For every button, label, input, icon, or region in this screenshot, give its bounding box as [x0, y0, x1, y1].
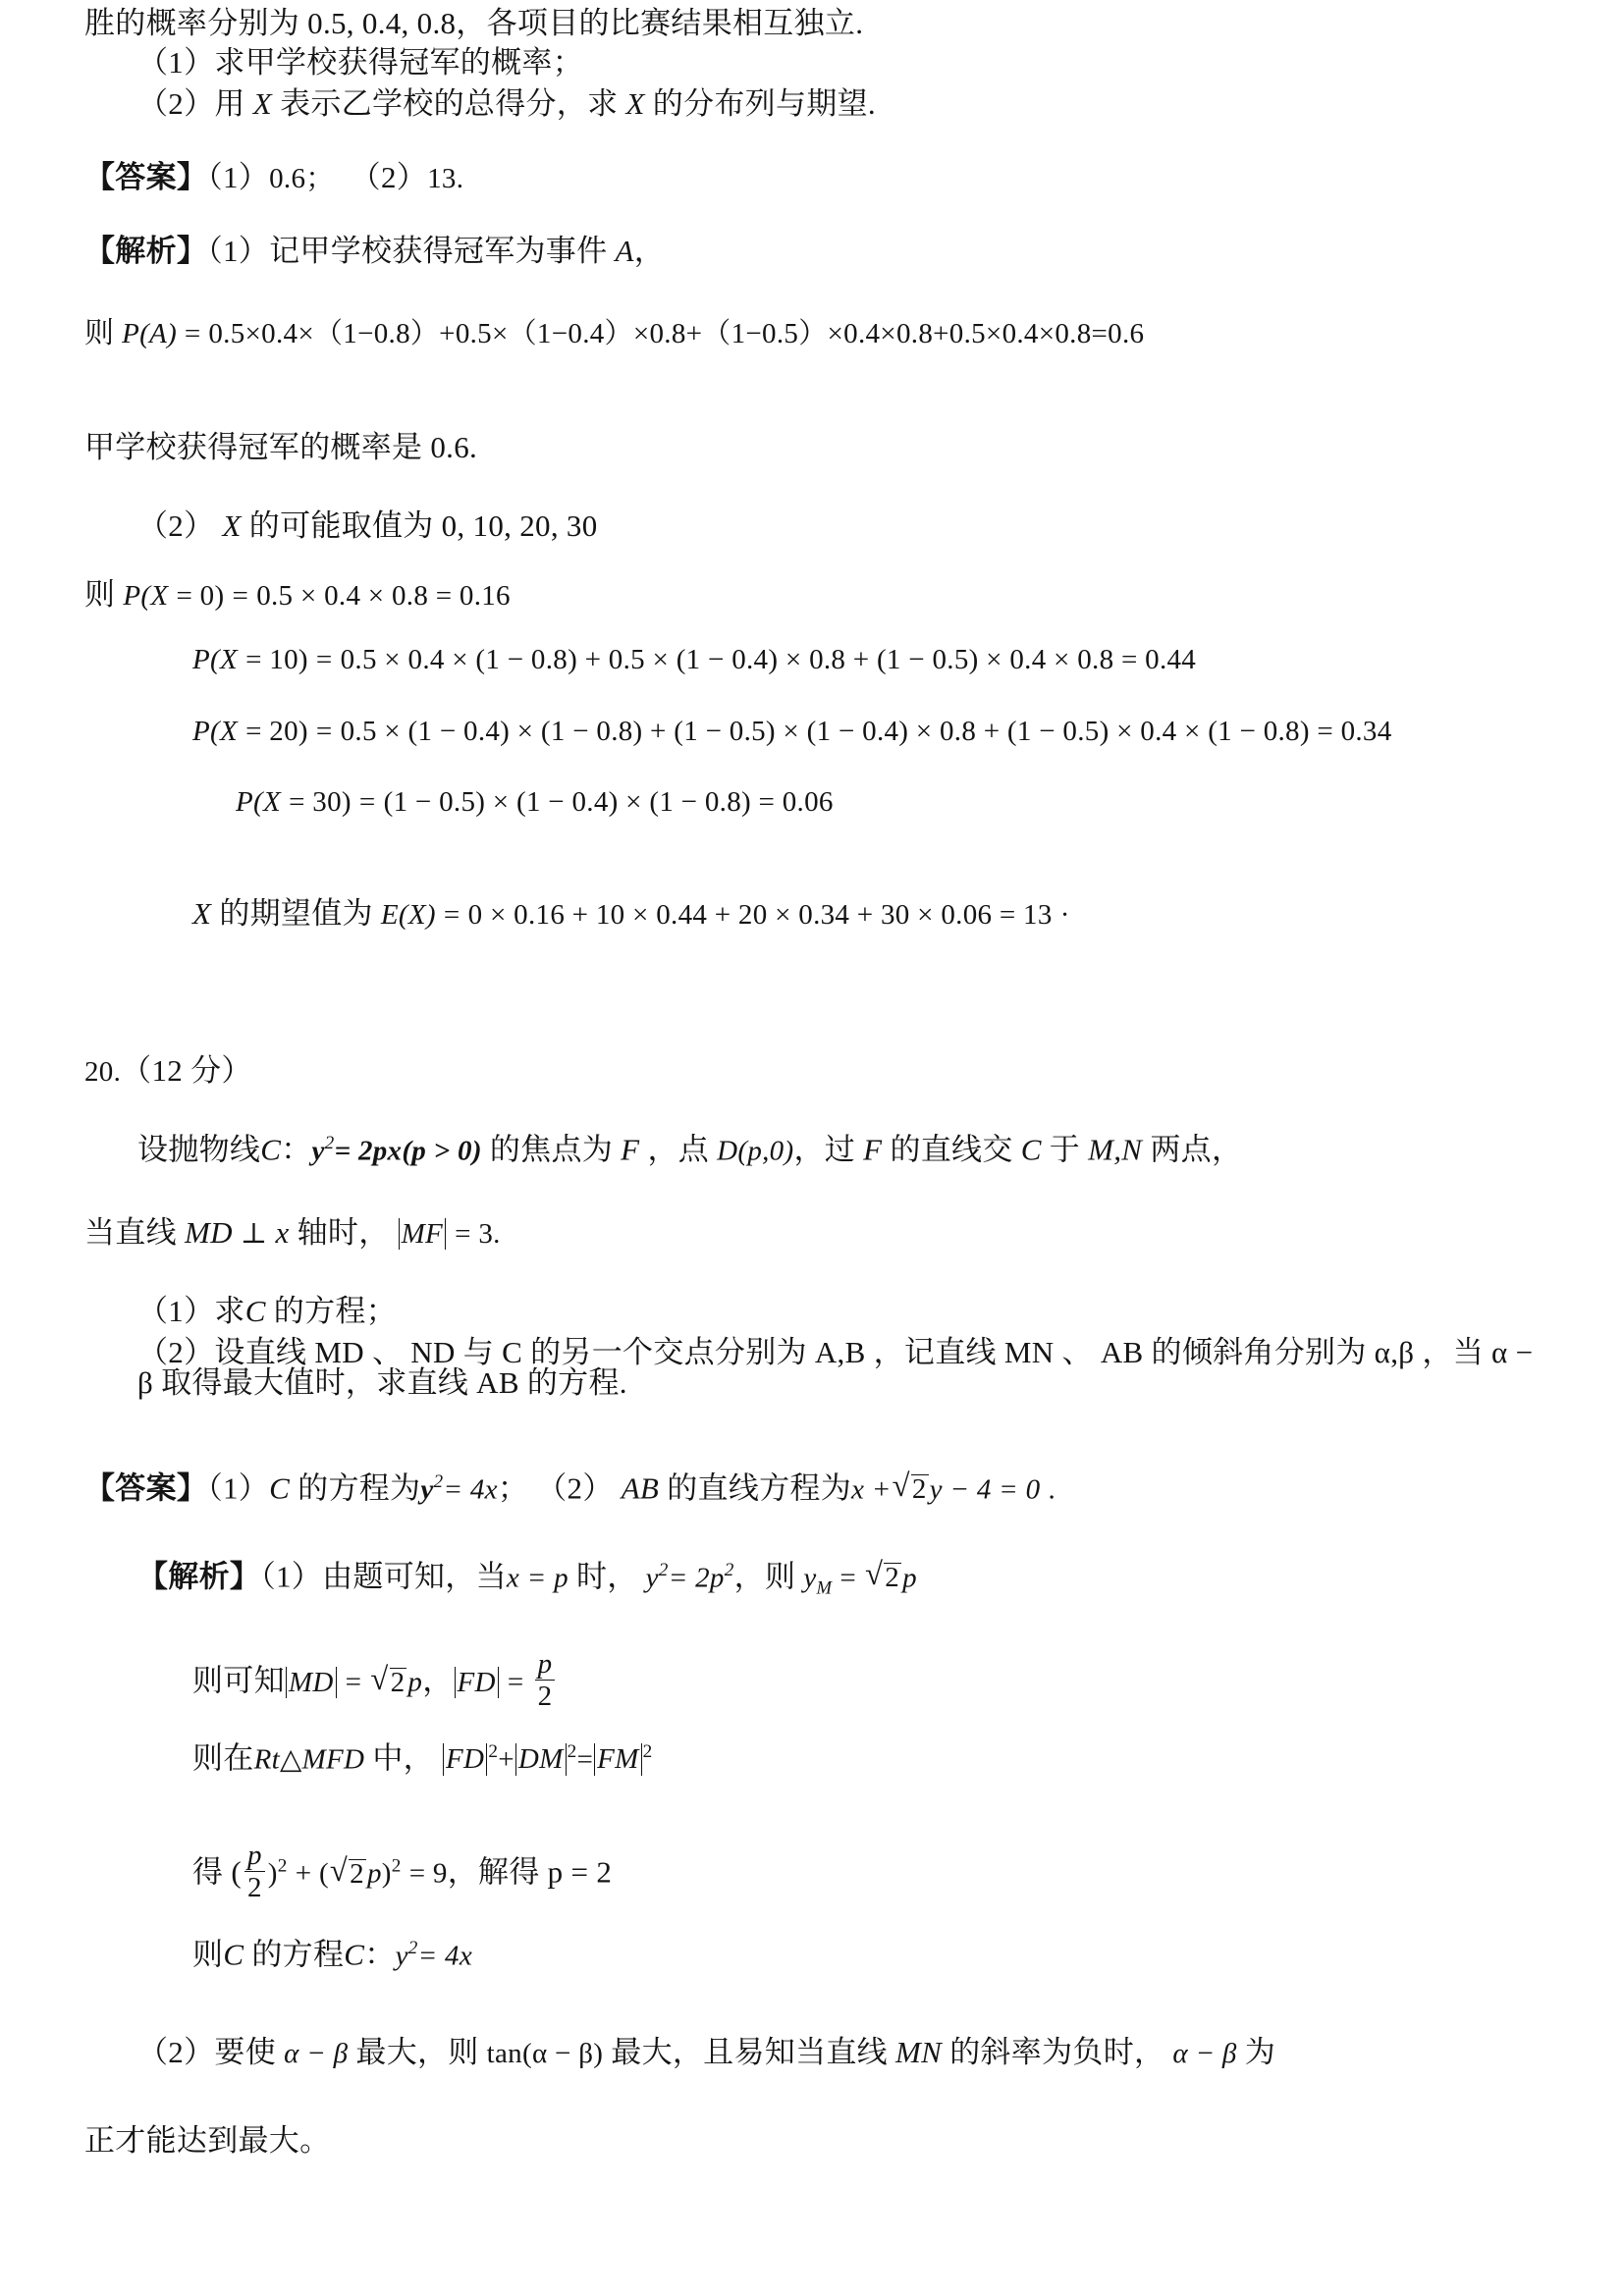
y-exponent: 2 — [658, 1560, 669, 1580]
dist-rhs: 0.5 × 0.4 × (1 − 0.8) + 0.5 × (1 − 0.4) × 0.8 + (1 − 0.5) × 0.4 × 0.8 = 0.44 — [340, 644, 1197, 675]
p20-answer-part2-marker: （2） — [536, 1470, 614, 1506]
fraction-denominator: 2 — [537, 1681, 553, 1713]
sqrt-radicand: 2 — [911, 1473, 927, 1506]
abs-md: MD — [286, 1667, 337, 1698]
problem19-part2-values — [137, 510, 598, 541]
stem-line2-lead: 当直线 — [84, 1215, 177, 1250]
sqrt-radicand: 2 — [885, 1562, 900, 1594]
ym-equals: = — [839, 1562, 856, 1594]
point-d: D(p,0) — [717, 1135, 794, 1167]
p20-part2-seg1: 要使 — [214, 2035, 277, 2069]
step1-p: p — [407, 1666, 423, 1698]
computation-lhs: P(A) — [122, 318, 178, 349]
step4-lead: 则 — [192, 1937, 224, 1972]
p20-answer-part2-mid: 的直线方程为 — [667, 1470, 852, 1506]
problem20-step-md-fd — [192, 1649, 558, 1712]
sqrt-2 — [330, 1857, 366, 1889]
y-symbol: y — [645, 1562, 659, 1594]
problem20-subquestion-1 — [137, 1296, 397, 1326]
answer-part1-marker: （1） — [207, 160, 270, 194]
answer-part2-value: 13 — [427, 163, 457, 194]
fraction-p-over-2 — [535, 1649, 556, 1712]
segment-mn: MN — [895, 2035, 943, 2069]
p20-answer-eq-pre: x + — [851, 1473, 892, 1506]
stem-eq-rest: = 2px(p > 0) — [334, 1135, 482, 1167]
stem-eq-y: y — [311, 1135, 325, 1167]
curve-c-2: C — [344, 1937, 365, 1972]
p20-answer-eq-post: y − 4 = 0 — [929, 1473, 1041, 1506]
p20-sub2-text: 设直线 MD 、 ND 与 C 的另一个交点分别为 A,B ，记直线 MN 、 AB 的倾斜角分别为 α,β ，当 α − β 取得最大值时，求直线 AB 的方程. — [137, 1335, 1534, 1400]
step3-exponent-2: 2 — [391, 1855, 402, 1877]
step3-lead: 得 ( — [192, 1854, 242, 1890]
step3-exponent-1: 2 — [277, 1855, 288, 1877]
distribution-row-2 — [192, 715, 1392, 746]
abs-fm: FM — [594, 1743, 641, 1775]
expectation-lhs: E(X) — [380, 899, 436, 931]
abs-dm: DM — [515, 1743, 567, 1775]
fraction-numerator: p — [244, 1841, 265, 1872]
dist-lhs-var: X — [219, 716, 238, 747]
expectation-rhs: 0 × 0.16 + 10 × 0.44 + 20 × 0.34 + 30 × 0.06 = 13 — [467, 899, 1053, 931]
p20-part2-marker: （2） — [137, 2035, 215, 2069]
axis-x: x — [275, 1215, 290, 1250]
step3-eq: = 9 — [408, 1857, 448, 1890]
stem-mid-4: 于 — [1049, 1132, 1081, 1167]
fraction-denominator: 2 — [246, 1872, 262, 1904]
p20-answer-eq-y: y — [420, 1473, 434, 1506]
answer-label: 【答案】 — [84, 160, 208, 194]
p20-sub2-marker: （2） — [137, 1335, 215, 1369]
eq-2p2-exponent: 2 — [724, 1560, 734, 1580]
through-f: F — [863, 1132, 883, 1167]
step1-eq1: = — [345, 1666, 362, 1698]
p20-part2-seg5: 为 — [1244, 2035, 1275, 2069]
analysis-comma: ， — [633, 234, 666, 268]
abs-fd: FD — [443, 1743, 487, 1775]
stem-mid-2: 过 — [824, 1132, 856, 1167]
step1-lead: 则可知 — [192, 1663, 285, 1698]
subquestion-2-mid: 表示乙学校的总得分，求 — [280, 86, 619, 121]
fraction-numerator: p — [535, 1649, 556, 1681]
step4-y: y — [395, 1940, 408, 1972]
x-equals-p: x = p — [506, 1562, 568, 1594]
abs-fm-exponent: 2 — [642, 1741, 653, 1762]
subquestion-1-marker: （1） — [137, 45, 215, 80]
distribution-row-3 — [236, 785, 834, 817]
stem-point-label: 点 — [677, 1132, 710, 1167]
distribution-row-1 — [192, 643, 1196, 674]
problem20-step-rt-triangle — [192, 1742, 653, 1776]
p20-answer-part1-mid: 的方程为 — [298, 1470, 421, 1506]
focus-f: F — [621, 1132, 640, 1167]
step4-y-exponent: 2 — [407, 1938, 418, 1958]
step3-mid-2: ) — [381, 1857, 392, 1890]
stem-mid-1: 的焦点为 — [489, 1132, 614, 1167]
p20-sub1-marker: （1） — [137, 1294, 215, 1328]
problem20-stem-line-1 — [137, 1134, 1242, 1165]
subquestion-2-prefix: 用 — [214, 86, 245, 121]
right-triangle-mfd: Rt△MFD — [253, 1743, 365, 1776]
p20-answer-semicolon: ； — [497, 1470, 529, 1506]
problem19-stem-continuation: 胜的概率分别为 0.5, 0.4, 0.8，各项目的比赛结果相互独立. — [84, 6, 864, 40]
step3-mid-1: ) — [267, 1857, 278, 1890]
step3-comma: ， — [447, 1854, 479, 1890]
stem-comma-2: ， — [793, 1132, 825, 1167]
computation-rhs: 0.5×0.4×（1−0.8）+0.5×（1−0.4）×0.8+（1−0.5）×0.4×0.8+0.5×0.4×0.8=0.6 — [208, 318, 1145, 349]
dist-lhs-p: P( — [123, 580, 151, 612]
p20-analysis-marker: （1） — [260, 1559, 323, 1594]
dist-rhs: 0.5 × (1 − 0.4) × (1 − 0.8) + (1 − 0.5) × (1 − 0.4) × 0.8 + (1 − 0.5) × 0.4 × (1 − 0.8) = 0.34 — [340, 716, 1392, 747]
expectation-text: 的期望值为 — [219, 896, 373, 931]
segment-ab: AB — [621, 1470, 660, 1506]
ym-p: p — [902, 1562, 917, 1594]
stem-line2-eq: = 3. — [455, 1218, 501, 1250]
step2-eq: = — [576, 1743, 594, 1776]
subquestion-1-text: 求甲学校获得冠军的概率； — [214, 45, 584, 80]
p20-analysis-text-a: 由题可知，当 — [322, 1559, 507, 1594]
p20-answer-eq-exponent: 2 — [433, 1471, 444, 1492]
dist-eq: = — [358, 786, 376, 818]
problem19-analysis-line — [84, 236, 665, 266]
variable-x: X — [192, 896, 212, 931]
p20-analysis-comma: ， — [733, 1559, 765, 1594]
problem20-step-solve-p — [192, 1841, 612, 1903]
dist-rhs: (1 − 0.5) × (1 − 0.4) × (1 − 0.8) = 0.06 — [383, 786, 834, 818]
abs-fd-exponent: 2 — [488, 1741, 499, 1762]
variable-x: X — [625, 86, 645, 121]
problem20-stem-line-2 — [84, 1217, 501, 1250]
dist-lhs-val: = 0) — [176, 580, 225, 612]
p20-analysis-then: 则 — [764, 1559, 796, 1594]
sqrt-2 — [370, 1666, 406, 1697]
distribution-row-0 — [84, 579, 511, 611]
step4-rest: = 4x — [417, 1940, 473, 1972]
p20-sub1-text-b: 的方程； — [273, 1294, 397, 1328]
perpendicular-symbol: ⊥ — [240, 1218, 268, 1250]
problem20-heading — [84, 1055, 252, 1087]
answer-period: . — [456, 163, 464, 194]
analysis-part1-marker: （1） — [207, 234, 270, 268]
problem19-subquestion-1 — [137, 47, 583, 78]
part2-marker: （2） — [137, 508, 215, 543]
dist-lhs-var: X — [150, 580, 169, 612]
abs-mf: MF — [399, 1218, 446, 1250]
stem-tail: 两点， — [1150, 1132, 1243, 1167]
p20-answer-period: . — [1048, 1473, 1056, 1506]
curve-c: C — [244, 1294, 266, 1328]
step1-comma: ， — [422, 1663, 454, 1698]
dist-prefix: 则 — [84, 577, 116, 612]
dist-lhs-p: P( — [192, 644, 220, 675]
subquestion-2-suffix: 的分布列与期望. — [652, 86, 876, 121]
ym-symbol: y — [803, 1562, 817, 1594]
step3-p: p — [366, 1857, 382, 1890]
p20-analysis-text-b: 时， — [575, 1559, 638, 1594]
dist-rhs: 0.5 × 0.4 × 0.8 = 0.16 — [256, 580, 511, 612]
problem20-step-equation-c — [192, 1939, 472, 1970]
p20-sub1-text-a: 求 — [214, 1294, 245, 1328]
eq-2p2-pre: = 2p — [668, 1562, 725, 1594]
abs-dm-exponent: 2 — [567, 1741, 577, 1762]
problem20-number: 20. — [84, 1056, 122, 1088]
stem-line2-mid: 轴时， — [297, 1215, 390, 1250]
fraction-p-over-2 — [244, 1841, 265, 1903]
step4-colon: ： — [364, 1937, 396, 1972]
p20-answer-eq-rest: = 4x — [443, 1473, 498, 1506]
segment-md: MD — [184, 1215, 233, 1250]
problem20-answer-line — [84, 1472, 1056, 1504]
problem20-part2-line-2: 正才能达到最大。 — [84, 2123, 331, 2158]
dist-eq: = — [232, 580, 249, 612]
step3-plus: + ( — [295, 1857, 329, 1890]
expectation-eq: = — [443, 899, 460, 931]
computation-then: 则 — [84, 317, 115, 349]
step4-mid: 的方程 — [251, 1937, 345, 1972]
problem19-subquestion-2 — [137, 88, 876, 119]
step2-lead: 则在 — [192, 1740, 254, 1776]
alpha-minus-beta: α − β — [284, 2038, 349, 2069]
subquestion-2-marker: （2） — [137, 86, 215, 121]
stem-mid-3: 的直线交 — [890, 1132, 1013, 1167]
computation-equals: = — [184, 318, 201, 349]
tan-expression: tan(α − β) — [486, 2038, 604, 2069]
problem20-subquestion-2 — [137, 1337, 1542, 1398]
sqrt-2 — [893, 1472, 929, 1504]
problem19-pa-computation — [84, 319, 1144, 348]
stem-lead: 设抛物线 — [137, 1132, 261, 1167]
answer-label: 【答案】 — [84, 1470, 208, 1506]
variable-x: X — [222, 508, 242, 543]
alpha-minus-beta: α − β — [1172, 2038, 1237, 2069]
stem-eq-exponent: 2 — [324, 1133, 335, 1153]
analysis-label: 【解析】 — [137, 1559, 261, 1594]
dist-lhs-p: P( — [236, 786, 263, 818]
problem19-expectation-line — [192, 898, 1070, 930]
answer-part2-marker: （2） — [350, 160, 428, 194]
step1-eq2: = — [507, 1666, 524, 1698]
dist-lhs-var: X — [219, 644, 238, 675]
sqrt-radicand: 2 — [390, 1666, 406, 1698]
problem20-part2-line-1 — [137, 2037, 1275, 2068]
problem20-points: （12 分） — [121, 1053, 252, 1088]
stem-comma-1: ， — [647, 1132, 678, 1167]
analysis-part1-text: 记甲学校获得冠军为事件 — [269, 234, 608, 268]
part2-text: 的可能取值为 0, 10, 20, 30 — [248, 508, 598, 543]
curve-c: C — [223, 1937, 244, 1972]
points-mn: M,N — [1088, 1132, 1143, 1167]
dist-lhs-val: = 10) — [245, 644, 308, 675]
p20-part2-seg2: 最大，则 — [355, 2035, 479, 2069]
dist-lhs-p: P( — [192, 716, 220, 747]
abs-fd: FD — [455, 1667, 499, 1698]
p20-part2-seg3: 最大，且易知当直线 — [611, 2035, 888, 2069]
problem19-answer-line — [84, 162, 463, 193]
answer-part1-value: 0.6； — [269, 163, 335, 194]
p20-answer-part1-marker: （1） — [207, 1470, 270, 1506]
variable-x: X — [252, 86, 273, 121]
step2-mid: 中， — [372, 1740, 434, 1776]
ym-subscript: M — [816, 1577, 833, 1599]
problem20-analysis-line — [137, 1561, 917, 1598]
stem-colon: ： — [281, 1132, 312, 1167]
dist-lhs-var: X — [262, 786, 281, 818]
dist-eq: = — [315, 644, 333, 675]
dist-eq: = — [315, 716, 333, 747]
curve-c-2: C — [1020, 1132, 1042, 1167]
curve-c: C — [269, 1470, 291, 1506]
dist-lhs-val: = 30) — [289, 786, 352, 818]
p20-part2-seg4: 的斜率为负时， — [949, 2035, 1165, 2069]
sqrt-radicand: 2 — [350, 1857, 364, 1890]
step3-tail: 解得 p = 2 — [478, 1854, 613, 1890]
dist-lhs-val: = 20) — [245, 716, 308, 747]
sqrt-2 — [865, 1561, 901, 1592]
event-variable-a: A — [615, 234, 634, 268]
step2-plus: + — [498, 1743, 514, 1776]
curve-name-c: C — [260, 1132, 282, 1167]
analysis-label: 【解析】 — [84, 234, 208, 268]
problem19-conclusion-1: 甲学校获得冠军的概率是 0.6. — [84, 430, 478, 464]
expectation-trailing: · — [1059, 899, 1070, 931]
